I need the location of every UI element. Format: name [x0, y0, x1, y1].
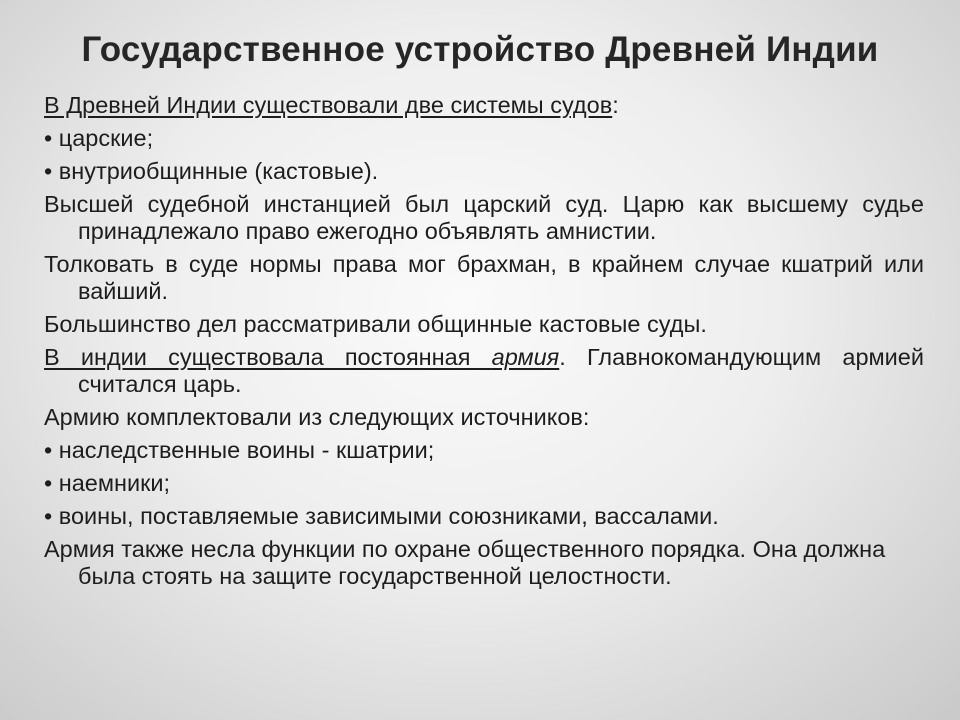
bullet-hereditary-warriors: • наследственные воины - кшатрии; — [44, 437, 435, 463]
slide-body — [44, 92, 924, 596]
bullet-caste-courts: • внутриобщинные (кастовые). — [44, 158, 379, 184]
intro-colon: : — [612, 92, 619, 118]
intro-paragraph — [44, 92, 924, 119]
bullet-royal-courts: • царские; — [44, 125, 154, 151]
intro-underlined-text: В Древней Индии существовали две системы судов — [44, 92, 613, 118]
paragraph-supreme-court: Высшей судебной инстанцией был царский суд. Царю как высшему судье принадлежало право ежегодно объявлять амнистии. — [44, 191, 924, 244]
army-word: армия — [491, 344, 560, 370]
paragraph-public-order: Армия также несла функции по охране общественного порядка. Она должна была стоять на защите государственной целостности. — [44, 536, 886, 589]
paragraph-army — [44, 344, 924, 398]
paragraph-caste-courts: Большинство дел рассматривали общинные кастовые суды. — [44, 311, 707, 337]
bullet-vassal-warriors: • воины, поставляемые зависимыми союзниками, вассалами. — [44, 503, 719, 529]
bullet-mercenaries: • наемники; — [44, 470, 171, 496]
slide-title: Государственное устройство Древней Индии — [81, 30, 879, 69]
army-rest-text: . Главнокомандующим армией считался царь. — [78, 344, 925, 397]
army-underlined-text: В индии существовала постоянная — [44, 344, 492, 370]
paragraph-army-sources: Армию комплектовали из следующих источников: — [44, 404, 590, 430]
paragraph-interpretation: Толковать в суде нормы права мог брахман, в крайнем случае кшатрий или вайший. — [44, 251, 924, 304]
